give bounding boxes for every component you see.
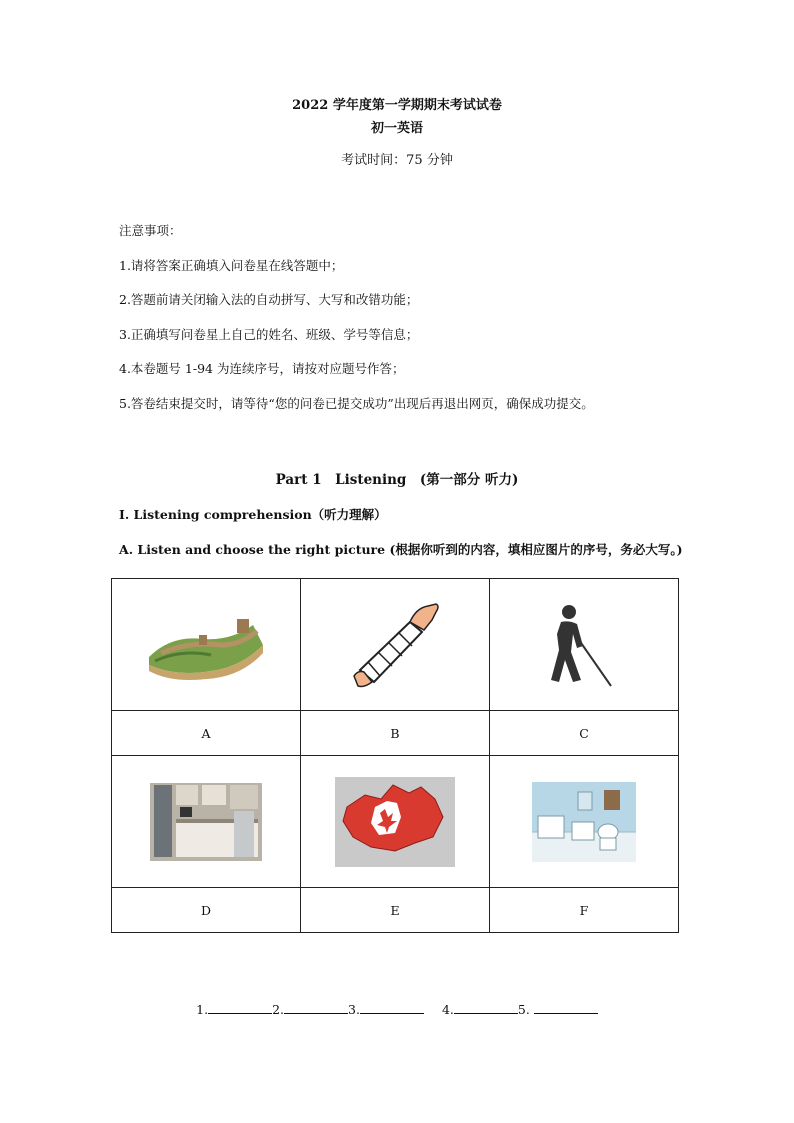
picture-cell-b [301,579,490,711]
note-item: 1.请将答案正确填入问卷星在线答题中； [119,257,344,273]
answer-label: 4. [441,1002,454,1017]
picture-cell-f [490,756,679,888]
section-instruction: A. Listen and choose the right picture (根据你听到的内容，填相应图片的序号，务必大写。) [119,542,683,557]
bathroom-icon [532,782,636,862]
answer-1[interactable] [196,1002,272,1017]
note-item: 2.答题前请关闭输入法的自动拼写、大写和改错功能； [119,292,419,308]
answer-blank[interactable] [284,1001,348,1014]
picture-table [111,578,679,933]
picture-label-b: B [301,711,490,756]
answer-4[interactable] [442,1002,518,1017]
answer-label: 3. [348,1002,360,1017]
exam-title: 2022 学年度第一学期期末考试试卷 [292,98,502,113]
picture-label-f: F [490,888,679,933]
answer-blank[interactable] [534,1001,598,1014]
picture-cell-d [112,756,301,888]
picture-label-a: A [112,711,301,756]
answer-blank[interactable] [454,1001,518,1014]
answer-blank[interactable] [208,1001,272,1014]
exam-time: 考试时间：75 分钟 [341,153,453,168]
picture-label-c: C [490,711,679,756]
great-wall-icon [141,605,271,685]
answer-label: 1. [196,1002,209,1017]
picture-cell-a [112,579,301,711]
note-item: 3.正确填写问卷星上自己的姓名、班级、学号等信息； [119,326,419,342]
answer-label: 5. [517,1002,530,1017]
blind-person-icon [539,600,629,690]
notes-heading: 注意事项： [119,223,182,238]
answer-blanks [0,1001,794,1017]
answer-blank[interactable] [360,1001,424,1014]
answer-label: 2. [272,1002,285,1017]
note-item: 5.答卷结束提交时，请等待“您的问卷已提交成功”出现后再退出网页，确保成功提交。 [119,395,594,411]
picture-label-e: E [301,888,490,933]
picture-cell-e [301,756,490,888]
note-item: 4.本卷题号 1-94 为连续序号，请按对应题号作答； [119,361,405,377]
picture-label-d: D [112,888,301,933]
picture-cell-c [490,579,679,711]
exam-subtitle: 初一英语 [370,121,423,136]
answer-2[interactable] [272,1002,348,1017]
answer-3[interactable] [348,1002,424,1017]
kitchen-icon [150,783,262,861]
answer-5[interactable] [518,1002,598,1017]
notes-section [119,224,594,432]
section-heading: I. Listening comprehension（听力理解） [119,507,387,522]
canada-map-icon [335,777,455,867]
part-title: Part 1 Listening (第一部分 听力) [275,472,519,488]
broken-arm-icon [340,600,450,690]
